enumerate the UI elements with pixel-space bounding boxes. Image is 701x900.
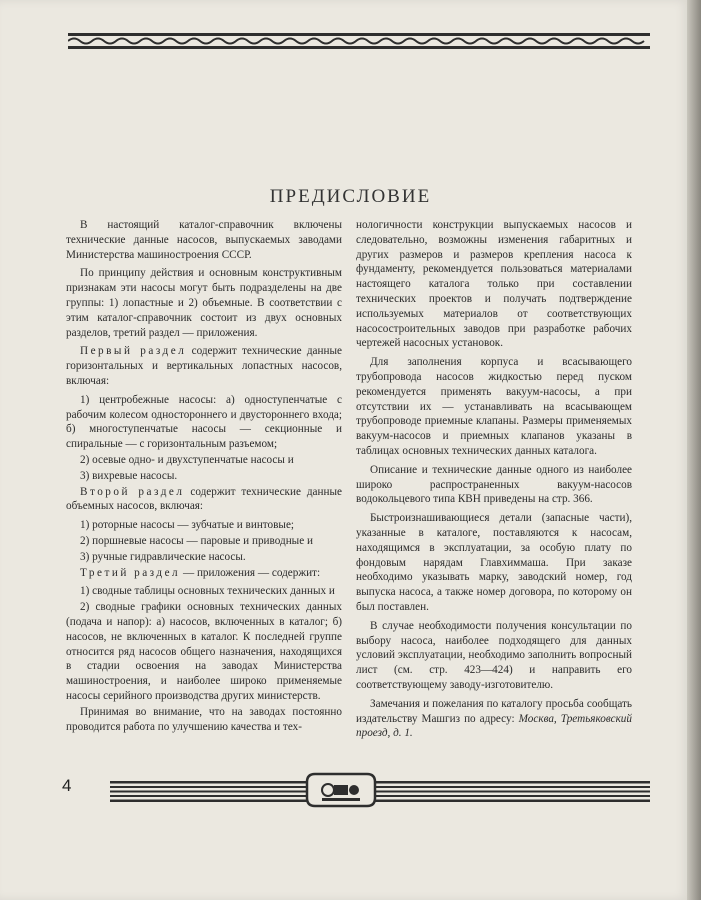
page-number: 4 <box>62 776 72 795</box>
paragraph-text: — приложения — содержит: <box>180 566 321 579</box>
list-item: 1) центробежные насосы: а) одноступенчатые с рабочим колесом одностороннего и двустороннего входа; б) многоступенчатые насосы — секционные и спиральные — с горизонтальным разъемом; <box>66 393 342 451</box>
paragraph: Принимая во внимание, что на заводах постоянно проводится работа по улучшению качества и тех- <box>66 705 342 733</box>
list-item: 2) осевые одно- и двухступенчатые насосы и <box>80 453 294 466</box>
section-lead: Первый раздел <box>80 345 187 358</box>
top-ornament-border <box>68 31 650 51</box>
paragraph-text: содержит технические данные объемных насосов, включая: <box>66 485 342 513</box>
list-item: 2) сводные графики основных технических данных (подача и напор): а) насосов, включенных в каталог; б) насосов, не включенных в каталог. К последней группе относится ряд насосов общего назначения, находящихся в стадии освоения на заводах Министерства машиностроения, и наиболее широко применяемые насосы серийного производства других министерств. <box>66 601 342 702</box>
section-lead: Третий раздел <box>80 566 181 579</box>
paragraph <box>66 485 342 515</box>
list-item: 3) вихревые насосы. <box>80 469 178 482</box>
right-column <box>356 218 632 745</box>
paragraph-text: содержит технические данные горизонтальных и вертикальных лопастных насосов, включая: <box>66 345 342 387</box>
list-item: 1) роторные насосы — зубчатые и винтовые; <box>80 519 295 532</box>
paragraph: Описание и технические данные одного из наиболее широко распространенных вакуум-насосов водокольцевого типа КВН приведены на стр. 366. <box>356 463 632 506</box>
page-title: ПРЕДИСЛОВИЕ <box>269 186 432 207</box>
left-column <box>66 218 342 738</box>
bottom-ornament-border <box>110 768 650 812</box>
list-item: 3) ручные гидравлические насосы. <box>80 550 246 563</box>
list-item: 1) сводные таблицы основных технических данных и <box>80 585 335 598</box>
paragraph: В настоящий каталог-справочник включены технические данные насосов, выпускаемых заводами Министерства машиностроения СССР. <box>66 219 342 261</box>
publisher-address: Москва, Третьяковский проезд, д. 1. <box>356 712 632 740</box>
paragraph <box>356 697 632 741</box>
paragraph <box>66 566 342 581</box>
page-edge <box>687 0 701 900</box>
paragraph <box>66 344 342 388</box>
paragraph: По принципу действия и основным конструктивным признакам эти насосы могут быть подразделены на две группы: 1) лопастные и 2) объемные. В соответствии с этим каталог-справочник состоит из двух основных разделов, третий раздел — приложения. <box>66 267 342 339</box>
paragraph: Для заполнения корпуса и всасывающего трубопровода насосов жидкостью перед пуском рекомендуется применять вакуум-насосы, а при отсутствии их — устанавливать на всасывающем трубопроводе приемные клапаны. Размеры применяемых вакуум-насосов и приемных клапанов указаны в таблицах основных технических данных каталога. <box>356 356 632 457</box>
paragraph: нологичности конструкции выпускаемых насосов и следовательно, возможны изменения габаритных и других размеров и размеров крепления насоса к фундаменту, рекомендуется пользоваться материалами настоящего каталога только при составлении технических проектов и получать подтверждение используемых материалов от соответствующих насосостроительных заводов при разработке рабочих чертежей насосных установок. <box>356 219 632 350</box>
paragraph: В случае необходимости получения консультации по выбору насоса, наиболее подходящего для данных условий эксплуатации, необходимо заполнить вопросный лист (см. стр. 423—424) и направить его соответствующему заводу-изготовителю. <box>356 619 632 691</box>
section-lead: Второй раздел <box>80 485 185 498</box>
list-item: 2) поршневые насосы — паровые и приводные и <box>80 534 313 547</box>
paragraph-text: Замечания и пожелания по каталогу просьба сообщать издательству Машгиз по адресу: <box>356 697 632 725</box>
paragraph: Быстроизнашивающиеся детали (запасные части), указанные в каталоге, поставляются к насосам, находящимся в эксплуатации, за особую плату по фондовым нарядам Главхиммаша. При заказе необходимо указывать марку, заводский номер, год выпуска насоса, а также номер договора, по которому он был поставлен. <box>356 512 632 613</box>
